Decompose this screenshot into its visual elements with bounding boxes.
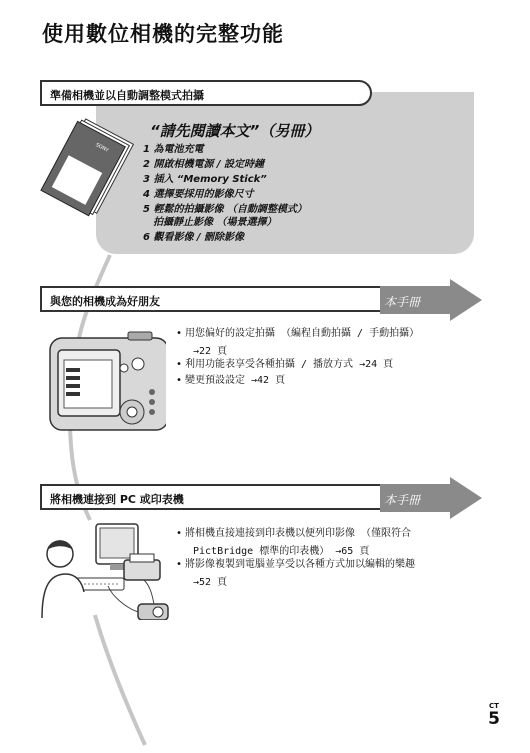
bullet-item: • 將影像複製到電腦並享受以各種方式加以編輯的樂趣: [185, 558, 415, 571]
page-language-tag: CT: [489, 702, 499, 710]
section-header-prepare: 準備相機並以自動調整模式拍攝: [40, 80, 372, 106]
this-manual-tag: 本手冊: [384, 493, 421, 507]
bullet-item: • 變更預設設定 →42 頁: [185, 374, 285, 387]
bullet-item: • 利用功能表享受各種拍攝 / 播放方式 →24 頁: [185, 358, 393, 371]
bullet-item: • 用您偏好的設定拍攝 （編程自動拍攝 / 手動拍攝）: [185, 327, 419, 340]
section-header-camera: 與您的相機成為好朋友: [40, 286, 380, 312]
camera-back-illustration: [44, 330, 166, 432]
step-item: 5 輕鬆的拍攝影像 （自動調整模式）: [143, 204, 307, 215]
booklet-illustration: [40, 118, 136, 222]
bullet-item: • 將相機直接連接到印表機以便列印影像 （僅限符合: [185, 527, 411, 540]
this-manual-tag: 本手冊: [384, 295, 421, 309]
step-item: 2 開啟相機電源 / 設定時鐘: [143, 159, 265, 170]
section-header-connect: 將相機連接到 PC 或印表機: [40, 484, 380, 510]
pc-printer-illustration: [38, 520, 173, 620]
step-item: 3 插入 “Memory Stick”: [143, 174, 267, 185]
step-item-continued: 拍攝靜止影像 （場景選擇）: [153, 217, 277, 228]
step-item: 4 選擇要採用的影像尺寸: [143, 189, 254, 200]
step-item: 1 為電池充電: [143, 144, 204, 155]
bullet-continued: PictBridge 標準的印表機） →65 頁: [193, 546, 370, 557]
page-number-value: 5: [488, 709, 500, 729]
bullet-continued: →52 頁: [193, 577, 228, 588]
booklet-logo-text: SONY: [94, 142, 110, 154]
page-number: [484, 702, 504, 728]
page-title: 使用數位相機的完整功能: [42, 22, 284, 46]
step-item: 6 觀看影像 / 刪除影像: [143, 232, 245, 243]
book-title: “請先閱讀本文”（另冊）: [150, 122, 320, 140]
bullet-continued: →22 頁: [193, 346, 228, 357]
